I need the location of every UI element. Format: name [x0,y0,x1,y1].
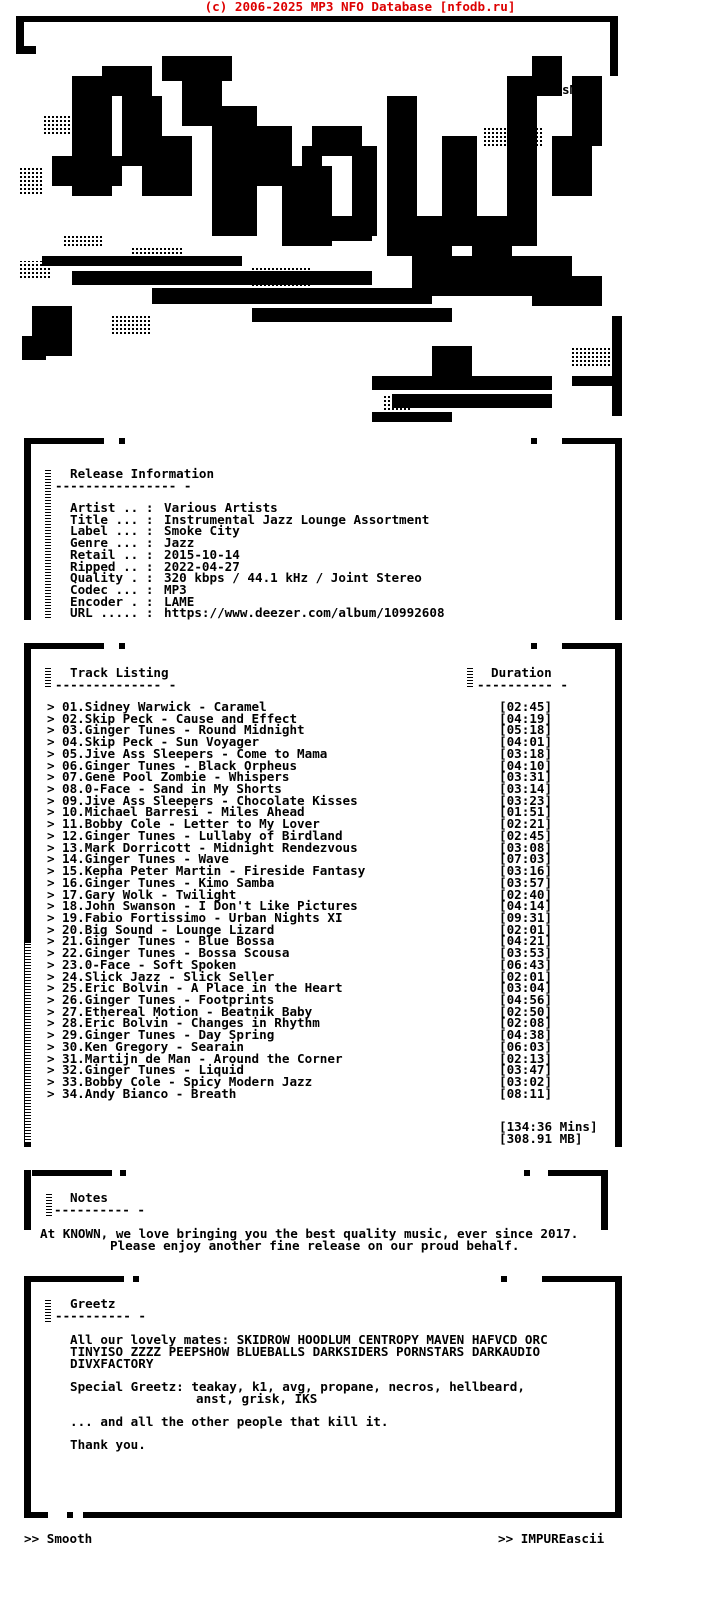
track-duration: [04:38] [499,1027,553,1043]
track-marker: > [47,1038,55,1054]
release-field-label: Genre ... : [70,535,154,551]
track-listing-box [24,643,622,1147]
track-marker: > [47,1074,55,1090]
release-field-label: Codec ... : [70,581,154,597]
release-info-title: Release Information [70,466,215,481]
track-duration: [02:45] [499,827,553,843]
track-marker: > [47,757,55,773]
track-listing-underline: -------------- - [55,677,177,692]
release-field-value: MP3 [164,581,187,597]
release-field-label: Label ... : [70,523,154,539]
track-duration: [02:50] [499,1003,553,1019]
greetz-line-1: All our lovely mates: SKIDROW HOODLUM CENTROPY MAVEN HAFVCD ORC [70,1332,548,1347]
track-duration: [03:14] [499,781,553,797]
release-field-label: Retail .. : [70,546,154,562]
track-title: 10.Michael Barresi - Miles Ahead [62,804,305,820]
release-field-value: Jazz [164,535,195,551]
track-duration: [04:56] [499,992,553,1007]
track-duration: [03:08] [499,839,553,855]
special-greetz-2: anst, grisk, IKS [196,1391,318,1406]
track-title: 11.Bobby Cole - Letter to My Lover [62,816,320,832]
total-time: [134:36 Mins] [499,1119,598,1134]
track-duration: [04:19] [499,710,553,726]
track-title: 32.Ginger Tunes - Liquid [62,1062,244,1078]
track-title: 22.Ginger Tunes - Bossa Scousa [62,945,290,961]
release-field-label: URL ..... : [70,605,154,621]
greetz-line-2: TINYISO ZZZZ PEEPSHOW BLUEBALLS DARKSIDERS PORNSTARS DARKAUDIO [70,1344,541,1359]
track-duration: [04:01] [499,734,553,750]
release-field-label: Quality . : [70,570,154,586]
footer-right: >> IMPUREascii [498,1531,605,1546]
greetz-thanks: Thank you. [70,1437,146,1452]
track-title: 19.Fabio Fortissimo - Urban Nights XI [62,909,343,925]
track-marker: > [47,921,55,937]
track-duration: [02:01] [499,921,553,937]
track-marker: > [47,933,55,949]
track-title: 05.Jive Ass Sleepers - Come to Mama [62,745,328,761]
site-header: (c) 2006-2025 MP3 NFO Database [nfodb.ru] [204,0,516,14]
track-marker: > [47,839,55,855]
release-field-value: 2015-10-14 [164,546,240,562]
track-title: 01.Sidney Warwick - Caramel [62,699,267,714]
track-marker: > [47,827,55,843]
track-duration: [03:18] [499,745,553,761]
track-title: 08.0-Face - Sand in My Shorts [62,781,282,797]
track-marker: > [47,710,55,726]
track-duration: [07:03] [499,851,553,867]
track-title: 07.Gene Pool Zombie - Whispers [62,769,290,785]
track-duration: [03:23] [499,792,553,808]
release-field-label: Title ... : [70,511,154,527]
special-greetz-1: Special Greetz: teakay, k1, avg, propane, necros, hellbeard, [70,1379,525,1394]
greetz-title: Greetz [70,1296,116,1311]
release-info-box [24,438,622,620]
track-marker: > [47,851,55,867]
track-title: 17.Gary Wolk - Twilight [62,886,237,902]
notes-box [24,1170,608,1252]
track-duration: [02:21] [499,816,553,832]
release-field-value: Instrumental Jazz Lounge Assortment [164,511,430,527]
release-field-value: https://www.deezer.com/album/10992608 [164,605,445,621]
track-duration: [03:31] [499,769,553,785]
total-size: [308.91 MB] [499,1131,583,1146]
track-marker: > [47,745,55,761]
release-field-label: Artist .. : [70,500,154,515]
track-listing-title: Track Listing [70,665,169,680]
track-title: 31.Martijn de Man - Around the Corner [62,1050,343,1066]
track-title: 06.Ginger Tunes - Black Orpheus [62,757,298,773]
track-marker: > [47,769,55,785]
track-duration: [08:11] [499,1085,553,1101]
release-field-value: Smoke City [164,523,240,539]
track-marker: > [47,1050,55,1066]
track-title: 24.Slick Jazz - Slick Seller [62,968,275,984]
track-duration: [02:13] [499,1050,553,1066]
track-duration: [02:08] [499,1015,553,1031]
track-duration: [09:31] [499,909,553,925]
track-marker: > [47,804,55,820]
notes-title: Notes [70,1190,108,1205]
track-marker: > [47,816,55,832]
track-duration: [05:18] [499,722,553,738]
track-marker: > [47,874,55,890]
greetz-other: ... and all the other people that kill it. [70,1414,389,1429]
track-duration: [03:47] [499,1062,553,1078]
track-title: 13.Mark Dorricott - Midnight Rendezvous [62,839,358,855]
track-duration: [01:51] [499,804,553,820]
track-title: 27.Ethereal Motion - Beatnik Baby [62,1003,313,1019]
track-marker: > [47,980,55,996]
track-duration: [03:04] [499,980,553,996]
release-field-label: Ripped .. : [70,558,154,574]
track-title: 02.Skip Peck - Cause and Effect [62,710,298,726]
duration-title: Duration [491,665,552,680]
track-marker: > [47,1027,55,1043]
track-title: 28.Eric Bolvin - Changes in Rhythm [62,1015,320,1031]
release-info-underline: ---------------- - [55,478,192,493]
track-duration: [02:45] [499,699,553,714]
track-marker: > [47,699,55,714]
track-title: 26.Ginger Tunes - Footprints [62,992,275,1007]
logo-signature: sM [562,82,578,97]
track-marker: > [47,992,55,1007]
track-title: 21.Ginger Tunes - Blue Bossa [62,933,275,949]
known-logo [12,16,624,436]
track-marker: > [47,792,55,808]
greetz-box [24,1276,622,1518]
track-marker: > [47,863,55,879]
track-marker: > [47,1062,55,1078]
track-title: 25.Eric Bolvin - A Place in the Heart [62,980,343,996]
track-marker: > [47,898,55,914]
track-duration: [03:02] [499,1074,553,1090]
track-marker: > [47,956,55,972]
track-duration: [03:16] [499,863,553,879]
track-title: 16.Ginger Tunes - Kimo Samba [62,874,275,890]
release-field-label: Encoder . : [70,593,154,609]
track-duration: [03:57] [499,874,553,890]
track-title: 18.John Swanson - I Don't Like Pictures [62,898,358,914]
track-marker: > [47,781,55,797]
track-title: 12.Ginger Tunes - Lullaby of Birdland [62,827,343,843]
duration-underline: ---------- - [477,677,568,692]
track-marker: > [47,945,55,961]
greetz-line-3: DIVXFACTORY [70,1356,154,1371]
track-title: 03.Ginger Tunes - Round Midnight [62,722,305,738]
track-marker: > [47,909,55,925]
track-marker: > [47,1085,55,1101]
track-title: 09.Jive Ass Sleepers - Chocolate Kisses [62,792,358,808]
track-title: 30.Ken Gregory - Searain [62,1038,244,1054]
track-duration: [02:40] [499,886,553,902]
track-title: 33.Bobby Cole - Spicy Modern Jazz [62,1074,313,1090]
greetz-underline: ---------- - [55,1308,146,1323]
track-marker: > [47,1015,55,1031]
notes-line-2: Please enjoy another fine release on our proud behalf. [110,1238,520,1253]
release-field-value: 2022-04-27 [164,558,240,574]
notes-line-1: At KNOWN, we love bringing you the best quality music, ever since 2017. [40,1226,579,1241]
track-duration: [03:53] [499,945,553,961]
track-duration: [06:03] [499,1038,553,1054]
release-field-value: LAME [164,593,195,609]
track-duration: [04:10] [499,757,553,773]
track-title: 04.Skip Peck - Sun Voyager [62,734,260,750]
footer-left: >> Smooth [24,1531,93,1546]
track-title: 34.Andy Bianco - Breath [62,1085,237,1101]
track-title: 29.Ginger Tunes - Day Spring [62,1027,275,1043]
track-duration: [04:14] [499,898,553,914]
track-marker: > [47,968,55,984]
track-duration: [04:21] [499,933,553,949]
track-marker: > [47,722,55,738]
track-title: 20.Big Sound - Lounge Lizard [62,921,275,937]
track-duration: [06:43] [499,956,553,972]
notes-underline: ---------- - [54,1202,145,1217]
track-title: 15.Kepha Peter Martin - Fireside Fantasy [62,863,366,879]
track-duration: [02:01] [499,968,553,984]
track-marker: > [47,886,55,902]
track-marker: > [47,1003,55,1019]
track-title: 23.0-Face - Soft Spoken [62,956,237,972]
release-field-value: Various Artists [164,500,278,515]
track-marker: > [47,734,55,750]
release-field-value: 320 kbps / 44.1 kHz / Joint Stereo [164,570,422,586]
track-title: 14.Ginger Tunes - Wave [62,851,229,867]
